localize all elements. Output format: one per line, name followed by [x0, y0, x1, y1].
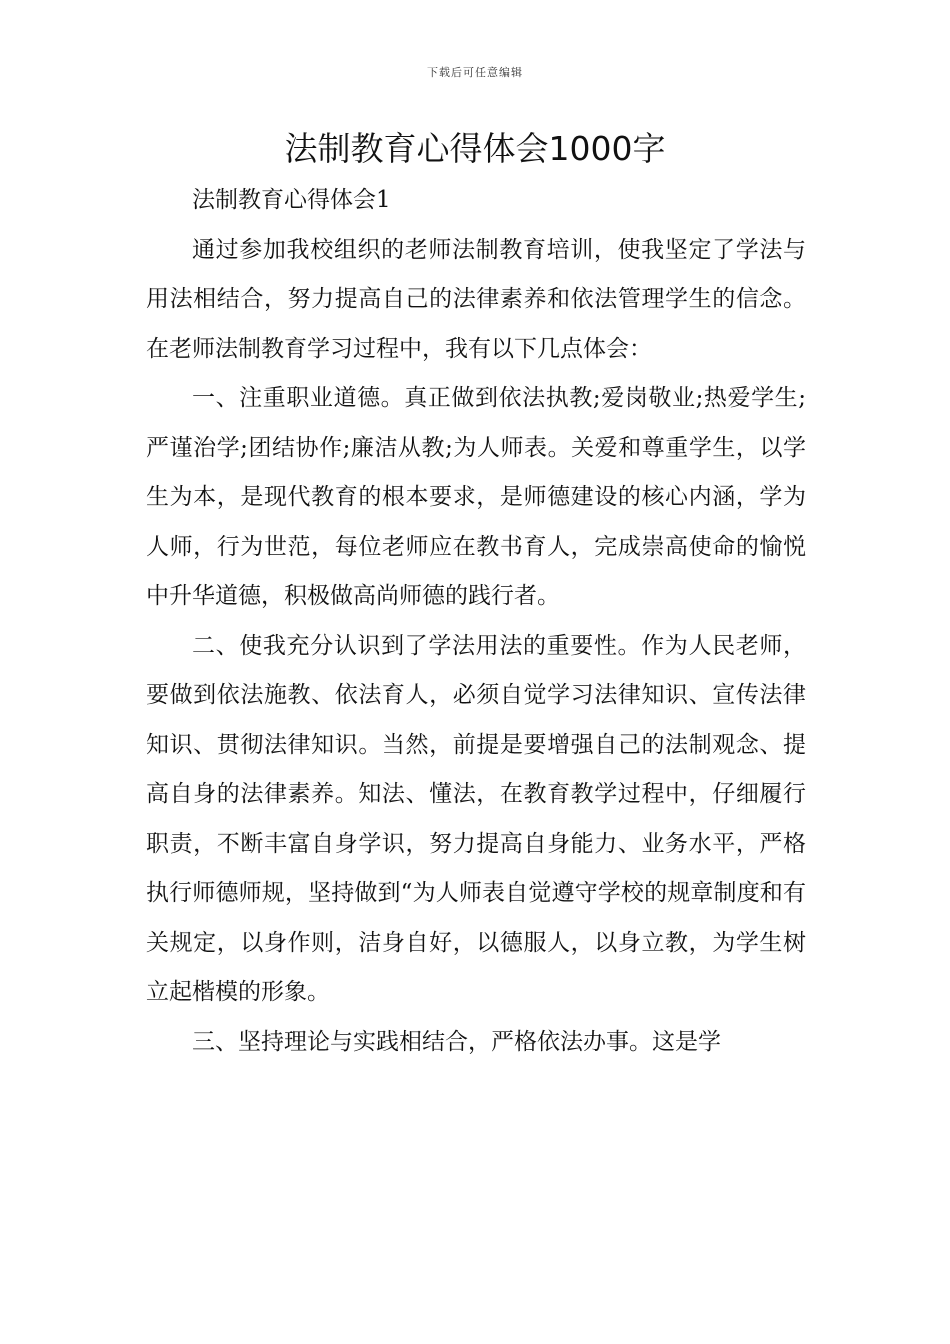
paragraph-point-two: 二、使我充分认识到了学法用法的重要性。作为人民老师，要做到依法施教、依法育人，必须自觉学习法律知识、宣传法律知识、贯彻法律知识。当然，前提是要增强自己的法制观念、提高自身的法律素养。知法、懂法，在教育教学过程中，仔细履行职责，不断丰富自身学识，努力提高自身能力、业务水平，严格执行师德师规，坚持做到“为人师表自觉遵守学校的规章制度和有关规定，以身作则，洁身自好，以德服人，以身立教，为学生树立起楷模的形象。 [146, 632, 806, 1005]
paragraph-point-three: 三、坚持理论与实践相结合，严格依法办事。这是学 [192, 1028, 721, 1055]
document-title: 法制教育心得体会1000字 [284, 129, 666, 168]
document-body [146, 176, 806, 1067]
paragraph-point-one: 一、注重职业道德。真正做到依法执教;爱岗敬业;热爱学生;严谨治学;团结协作;廉洁从教;为人师表。关爱和尊重学生，以学生为本，是现代教育的根本要求，是师德建设的核心内涵，学为人师，行为世范，每位老师应在教书育人，完成崇高使命的愉悦中升华道德，积极做高尚师德的践行者。 [146, 385, 806, 609]
header-note: 下载后可任意编辑 [427, 66, 523, 79]
document-subtitle: 法制教育心得体会1 [192, 187, 391, 213]
paragraph-intro: 通过参加我校组织的老师法制教育培训，使我坚定了学法与用法相结合，努力提高自己的法律素养和依法管理学生的信念。在老师法制教育学习过程中，我有以下几点体会： [146, 236, 806, 362]
